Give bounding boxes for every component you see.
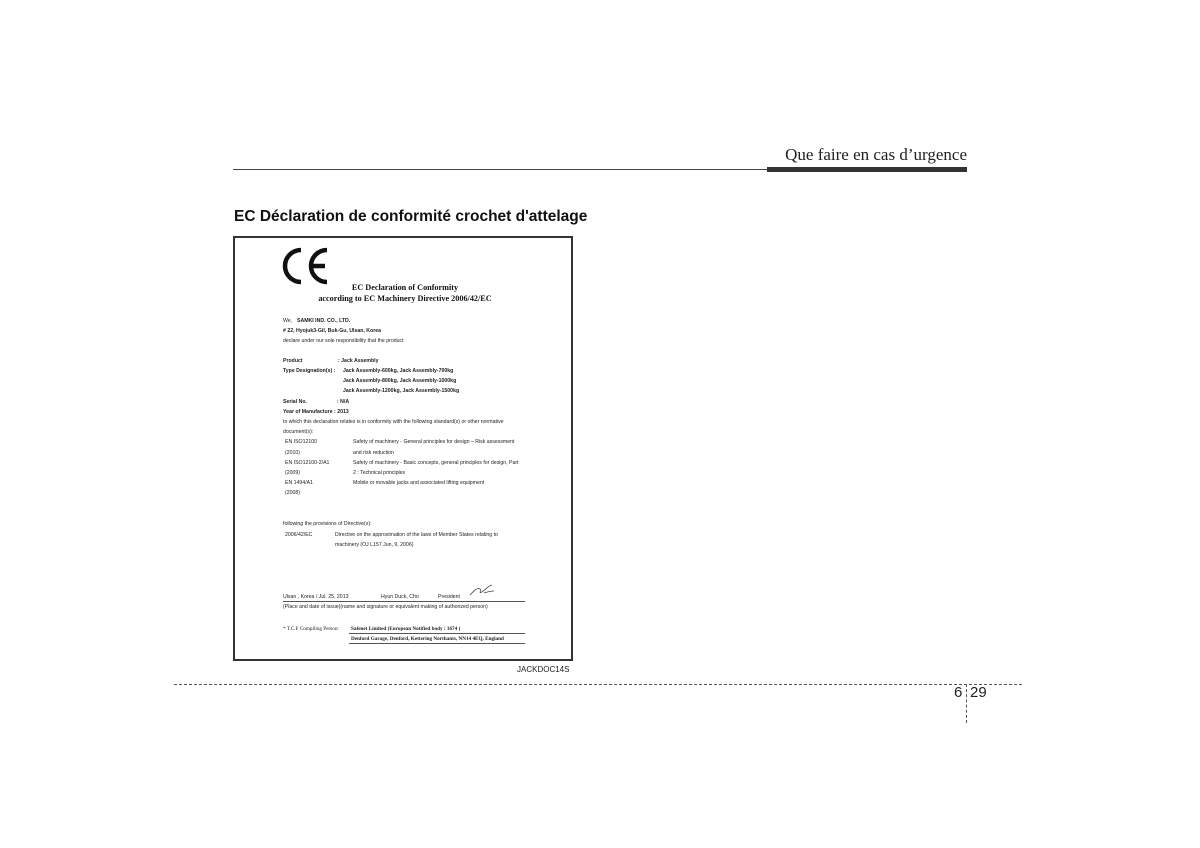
directive-desc: Directive on the approximation of the laws of Member States relating to — [335, 532, 498, 538]
footer-dashed-rule — [174, 684, 1022, 685]
tcf-address: Denford Garage, Denford, Kettering Northants, NN14 4EQ, England — [351, 636, 504, 642]
signature-caption: (Place and date of issue)(name and signature or equivalent making of authorized person) — [283, 604, 488, 610]
running-header-title: Que faire en cas d’urgence — [785, 145, 967, 164]
standard-desc: Mobile or movable jacks and associated lifting equipment — [353, 480, 485, 486]
ce-logo — [281, 246, 333, 286]
conformity-line-2: document(s): — [283, 429, 314, 435]
conformity-line-1: to which this declaration relates is in conformity with the following standard(s) or other normative — [283, 419, 504, 425]
type-line-3: Jack Assembly-1200kg, Jack Assembly-1500kg — [343, 388, 460, 394]
we-label: We, — [283, 318, 293, 324]
company-name: SAMKI IND. CO., LTD. — [297, 318, 351, 324]
directive-desc-cont: machinery (OJ L157 Jun, 9, 2006) — [335, 542, 414, 548]
signer-name: Hyun Duck, Cho — [381, 594, 419, 600]
directive-code: 2006/42/EC — [285, 532, 313, 538]
tcf-rule-1 — [349, 633, 525, 634]
product-label: Product — [283, 358, 303, 364]
standard-desc-cont: and risk reduction — [353, 450, 394, 456]
standard-code: EN 1494/A1 — [285, 480, 313, 486]
tcf-company: Safenet Limited (European Notified body : 1674 ) — [351, 626, 461, 632]
chapter-number: 6 — [954, 684, 963, 701]
type-line-2: Jack Assembly-800kg, Jack Assembly-1000kg — [343, 378, 457, 384]
year-of-manufacture: Year of Manufacture : 2013 — [283, 409, 349, 415]
header-accent-bar — [767, 167, 967, 172]
standard-desc: Safety of machinery - Basic concepts, general principles for design, Part — [353, 460, 519, 466]
figure-caption: JACKDOC14S — [517, 665, 570, 674]
standard-year: (2010) — [285, 450, 300, 456]
section-title: EC Déclaration de conformité crochet d'attelage — [234, 208, 588, 225]
type-line-1: Jack Assembly-600kg, Jack Assembly-700kg — [343, 368, 454, 374]
standard-code: EN ISO12100 — [285, 439, 318, 445]
declare-text: declare under our sole responsibility that the product — [283, 338, 404, 344]
type-label: Type Designation(s) : — [283, 368, 336, 374]
standard-year: (2009) — [285, 470, 300, 476]
signature-line — [283, 601, 525, 602]
standard-year: (2008) — [285, 490, 300, 496]
signer-title: President — [438, 594, 460, 600]
standard-code: EN ISO12100-2/A1 — [285, 460, 330, 466]
serial-value: : N/A — [337, 399, 350, 405]
standard-desc-cont: 2 : Technical principles — [353, 470, 406, 476]
tcf-rule-2 — [349, 643, 525, 644]
standard-desc: Safety of machinery - General principles for design – Risk assessment — [353, 439, 515, 445]
tcf-label: * T.C.F Compiling Person: — [283, 626, 339, 632]
serial-label: Serial No. — [283, 399, 307, 405]
certificate-figure — [233, 236, 573, 661]
provisions-text: following the provisions of Directive(s): — [283, 521, 372, 527]
signature-image — [469, 583, 495, 597]
certificate-title-line1: EC Declaration of Conformity — [351, 283, 459, 292]
page-number: 29 — [970, 684, 987, 701]
footer-page-divider — [966, 684, 967, 723]
company-address: # 22, Hyojuk3-Gil, Buk-Gu, Ulsan, Korea — [283, 328, 382, 334]
certificate-title-line2: according to EC Machinery Directive 2006/42/EC — [318, 294, 492, 303]
product-value: : Jack Assembly — [338, 358, 379, 364]
place-date: Ulsan , Korea / Jul. 25, 2013 — [283, 594, 349, 600]
certificate-document — [235, 238, 571, 659]
